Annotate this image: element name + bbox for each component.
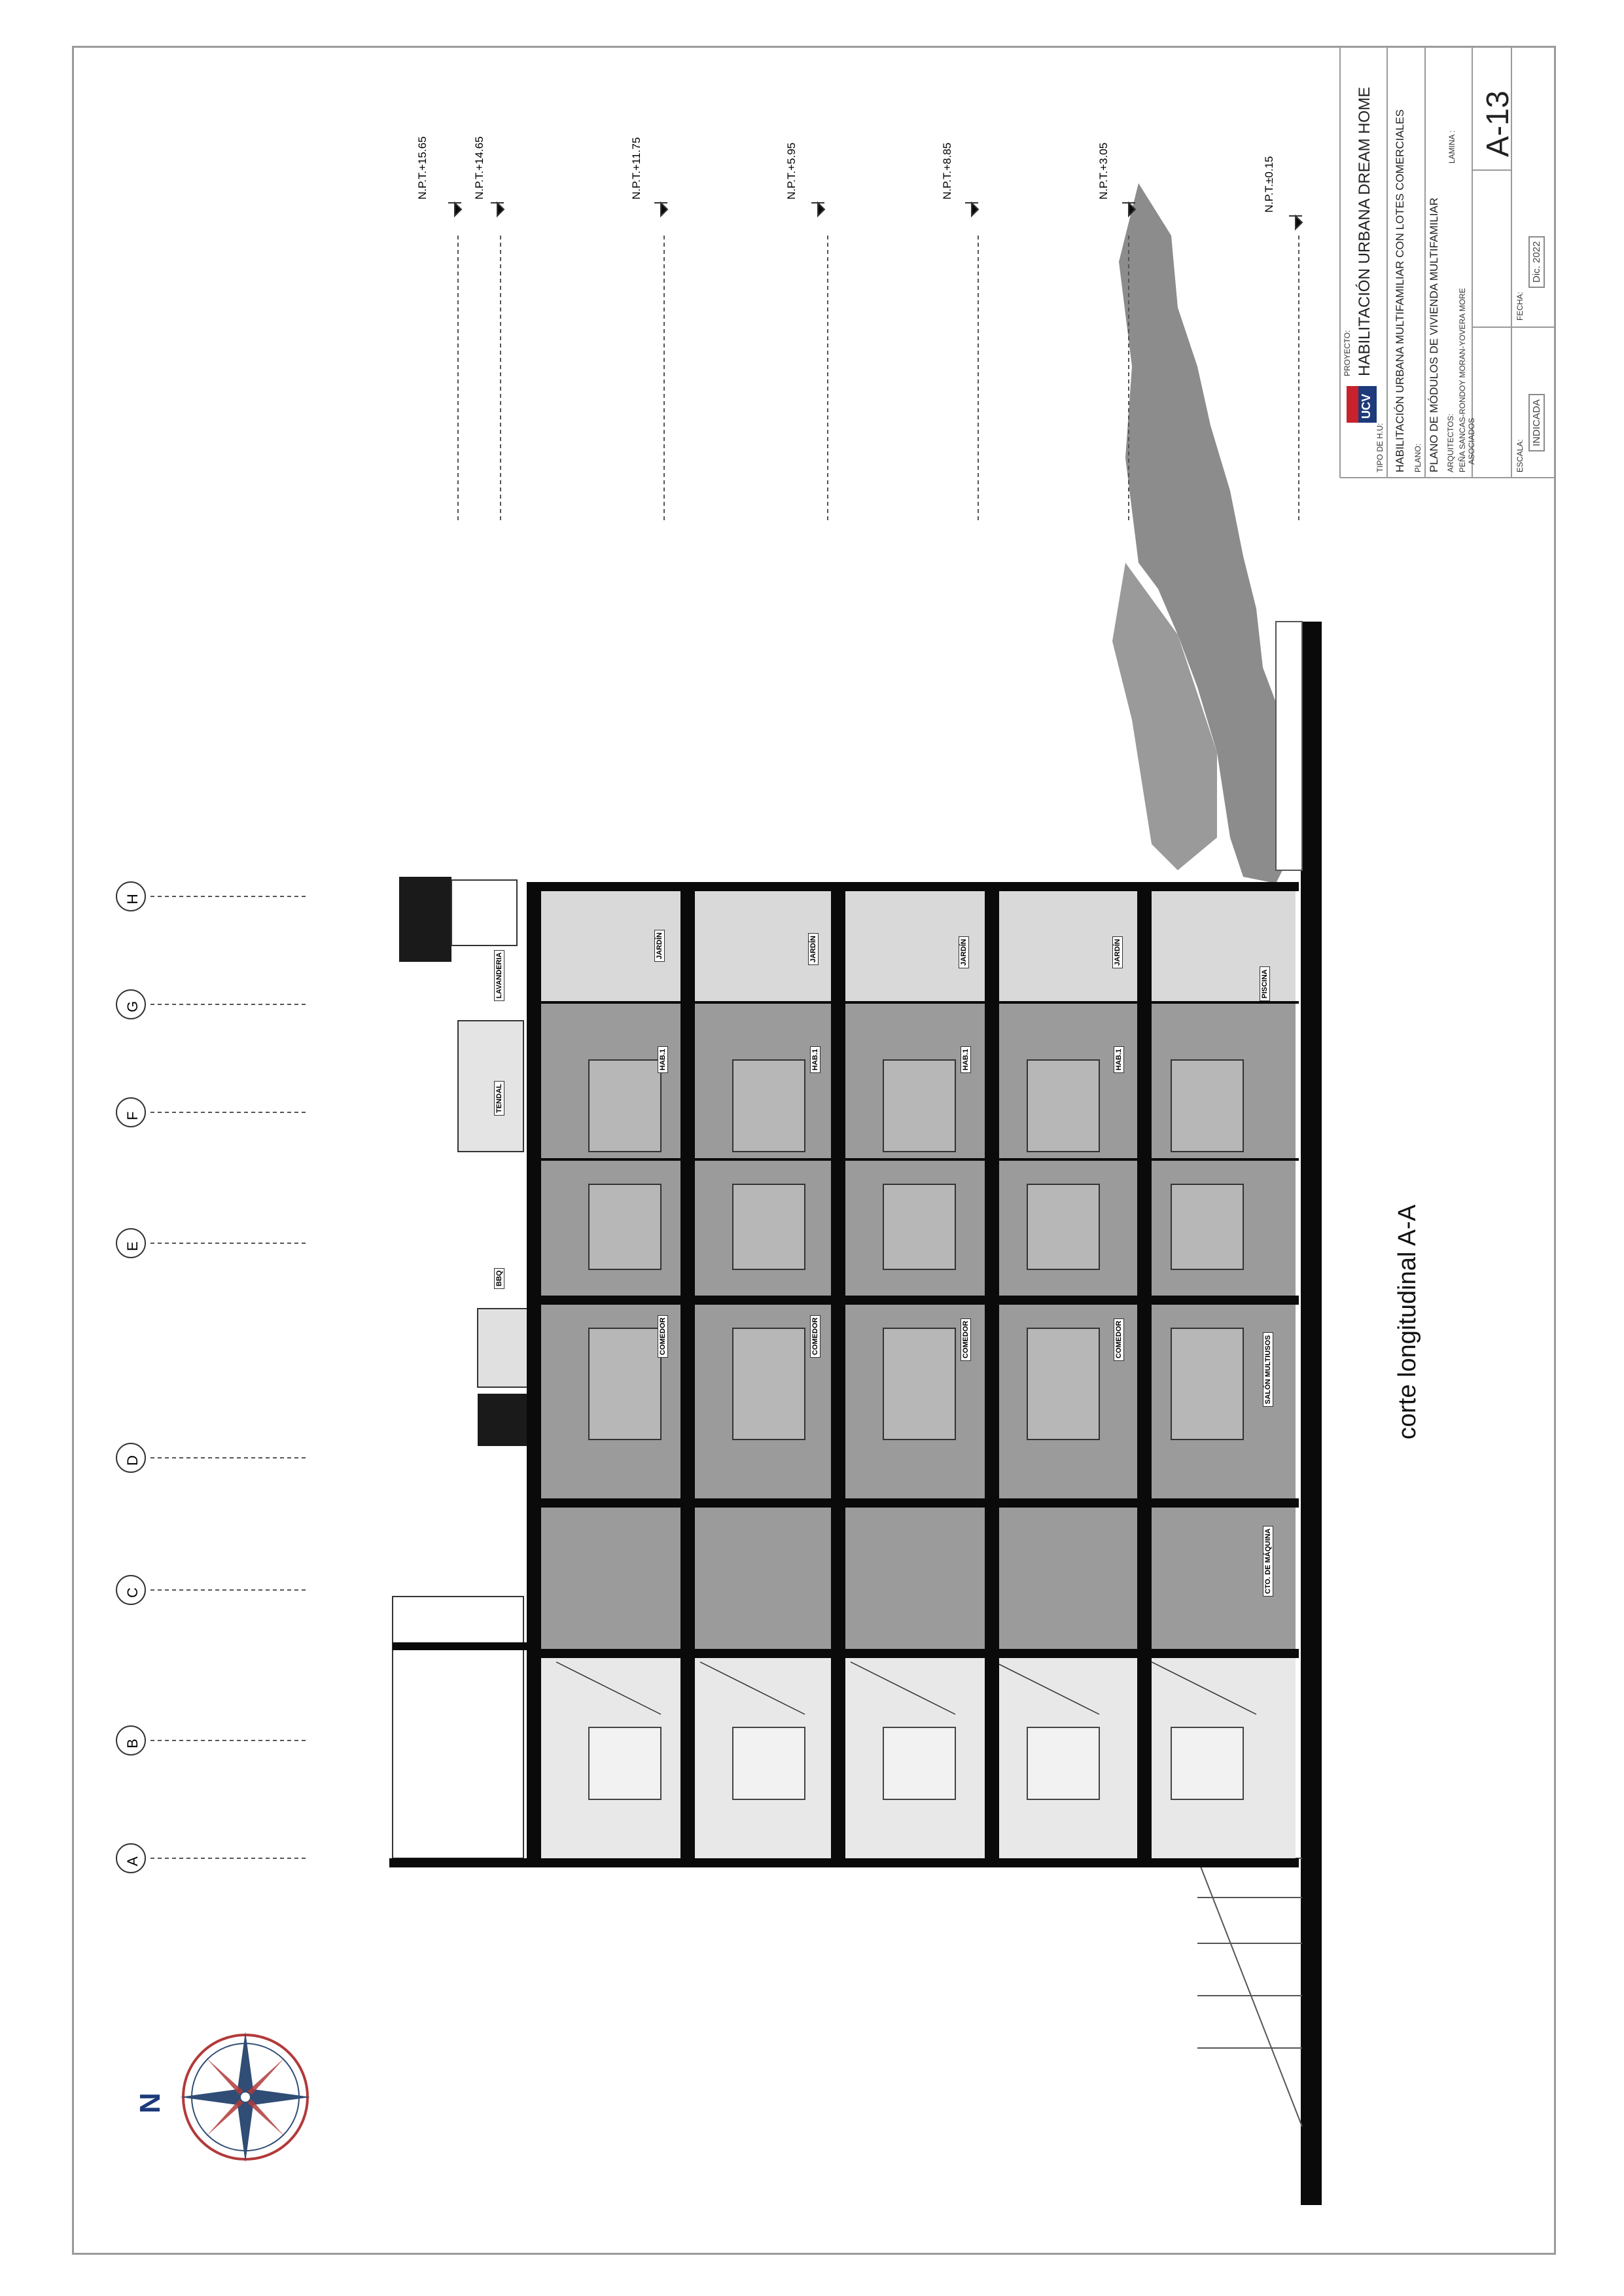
grid-bubbles (116, 882, 145, 1873)
architects-line2: ASOCIADOS (1467, 417, 1476, 465)
room-label-jardin: JARDÍN (959, 936, 969, 968)
axis-label-e: E (124, 1241, 141, 1251)
axis-label-d: D (124, 1455, 141, 1466)
date-value: Dic. 2022 (1528, 236, 1545, 288)
level-label: N.P.T.±0.15 (1263, 156, 1275, 213)
shadow-silhouette (1112, 183, 1292, 883)
architects-label: ARQUITECTOS: (1446, 414, 1455, 472)
room-label-piscina: PISCINA (1260, 966, 1270, 1001)
date-label: FECHA: (1515, 291, 1525, 321)
compass-rose (180, 2032, 311, 2163)
level-label: N.P.T.+15.65 (416, 136, 429, 200)
room-label-hab: HAB.1 (810, 1046, 821, 1073)
north-label: N (134, 2093, 166, 2113)
room-label-maquina: CTO. DE MÁQUINA (1263, 1526, 1273, 1597)
level-label: N.P.T.+8.85 (941, 142, 953, 200)
room-label-comedor: COMEDOR (961, 1318, 971, 1361)
sheet-number: A-13 (1481, 90, 1515, 157)
room-label-comedor: COMEDOR (810, 1315, 821, 1358)
room-label-lavanderia: LAVANDERIA (494, 950, 504, 1001)
plan-name: PLANO DE MÓDULOS DE VIVIENDA MULTIFAMILIAR (1428, 197, 1440, 472)
type-label: TIPO DE H.U: (1375, 423, 1385, 472)
section-title: corte longitudinal A-A (1394, 1204, 1421, 1439)
axis-label-f: F (124, 1111, 141, 1120)
plan-label: PLANO: (1413, 443, 1422, 472)
room-label-jardin: JARDÍN (808, 933, 819, 965)
axis-label-g: G (124, 1000, 141, 1012)
room-label-jardin: JARDÍN (654, 930, 665, 962)
scale-value: INDICADA (1528, 394, 1545, 451)
axis-label-h: H (124, 894, 141, 904)
room-label-salon: SALÓN MULTIUSOS (1263, 1332, 1273, 1407)
room-label-comedor: COMEDOR (1114, 1318, 1124, 1361)
grid-lines (150, 896, 308, 1858)
axis-label-a: A (124, 1856, 141, 1866)
project-label: PROYECTO: (1343, 330, 1352, 376)
level-markers (448, 203, 1302, 229)
room-label-tendal: TENDAL (494, 1081, 504, 1116)
ucv-logo-text: UCV (1360, 393, 1373, 419)
architects-line1: PEÑA SANCAS-RONDOY MORAN-YOVERA MORE (1458, 288, 1467, 472)
project-type: HABILITACIÓN URBANA MULTIFAMILIAR CON LOTES COMERCIALES (1394, 109, 1406, 472)
room-label-comedor: COMEDOR (658, 1315, 668, 1358)
room-label-hab: HAB.1 (961, 1046, 971, 1073)
room-label-hab: HAB.1 (658, 1046, 668, 1073)
level-label: N.P.T.+11.75 (630, 137, 643, 200)
room-label-bbq: BBQ (494, 1268, 504, 1289)
level-label: N.P.T.+14.65 (473, 136, 485, 200)
sheet-label: LAMINA : (1447, 130, 1456, 164)
scale-label: ESCALA: (1515, 439, 1525, 472)
room-label-hab: HAB.1 (1114, 1046, 1124, 1073)
level-label: N.P.T.+5.95 (785, 142, 798, 200)
room-label-jardin: JARDÍN (1112, 936, 1123, 968)
axis-label-b: B (124, 1739, 141, 1748)
project-name: HABILITACIÓN URBANA DREAM HOME (1356, 86, 1373, 376)
axis-label-c: C (124, 1587, 141, 1598)
level-label: N.P.T.+3.05 (1097, 142, 1110, 200)
